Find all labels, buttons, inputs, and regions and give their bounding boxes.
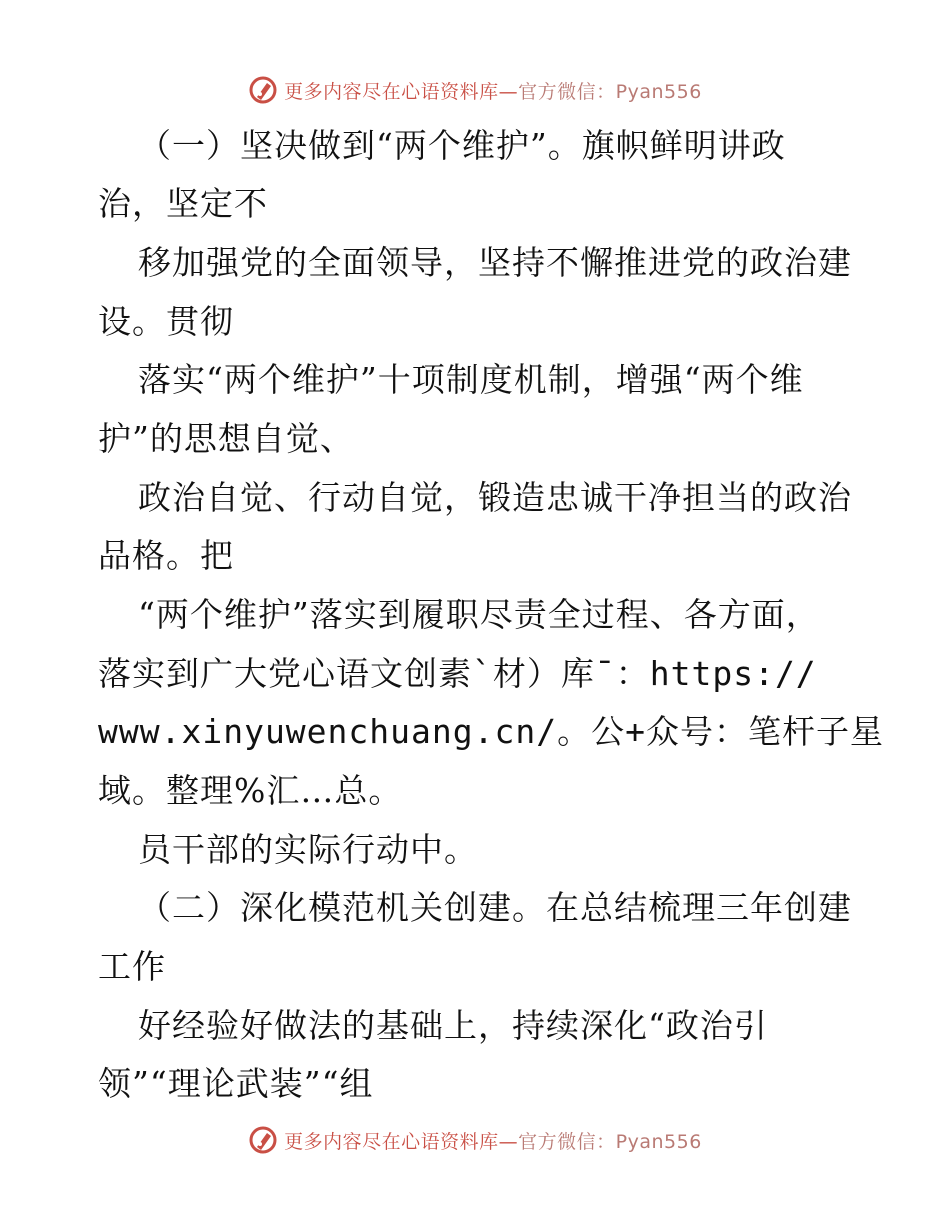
text-line: “两个维护”落实到履职尽责全过程、各方面， [138, 595, 820, 634]
text-line: （二）深化模范机关创建。在总结梳理三年创建 [138, 888, 852, 927]
banner-subtext: 官方微信：Pyan556 [518, 1130, 702, 1153]
text-line: （一）坚决做到“两个维护”。旗帜鲜明讲政 [138, 126, 786, 165]
text-line: 领”“理论武装”“组 [98, 1064, 374, 1103]
text-line: 品格。把 [98, 536, 234, 575]
text-line: 政治自觉、行动自觉，锻造忠诚干净担当的政治 [138, 478, 852, 517]
text-line: 好经验好做法的基础上，持续深化“政治引 [138, 1006, 768, 1045]
text-line: 员干部的实际行动中。 [138, 830, 478, 869]
text-line: 落实“两个维护”十项制度机制，增强“两个维 [138, 360, 804, 399]
text-line: 域。整理%汇…总。 [98, 771, 403, 810]
banner-text: 更多内容尽在心语资料库— [284, 1130, 519, 1153]
text-line: 设。贯彻 [98, 302, 234, 341]
footer-watermark-banner [0, 1120, 950, 1160]
pen-nib-circle-icon [248, 75, 278, 105]
text-line: 护”的思想自觉、 [98, 419, 354, 458]
text-line: 治，坚定不 [98, 184, 268, 223]
pen-nib-circle-icon [248, 1125, 278, 1155]
text-line: 移加强党的全面领导，坚持不懈推进党的政治建 [138, 243, 852, 282]
text-line: www.xinyuwenchuang.cn/。公+众号：笔杆子星 [98, 712, 884, 751]
banner-text: 更多内容尽在心语资料库— [284, 80, 519, 103]
header-watermark-banner [0, 70, 950, 110]
banner-subtext: 官方微信：Pyan556 [518, 80, 702, 103]
text-line: 工作 [98, 947, 166, 986]
text-line: 落实到广大党心语文创素`材）库¯：https:// [98, 654, 817, 693]
